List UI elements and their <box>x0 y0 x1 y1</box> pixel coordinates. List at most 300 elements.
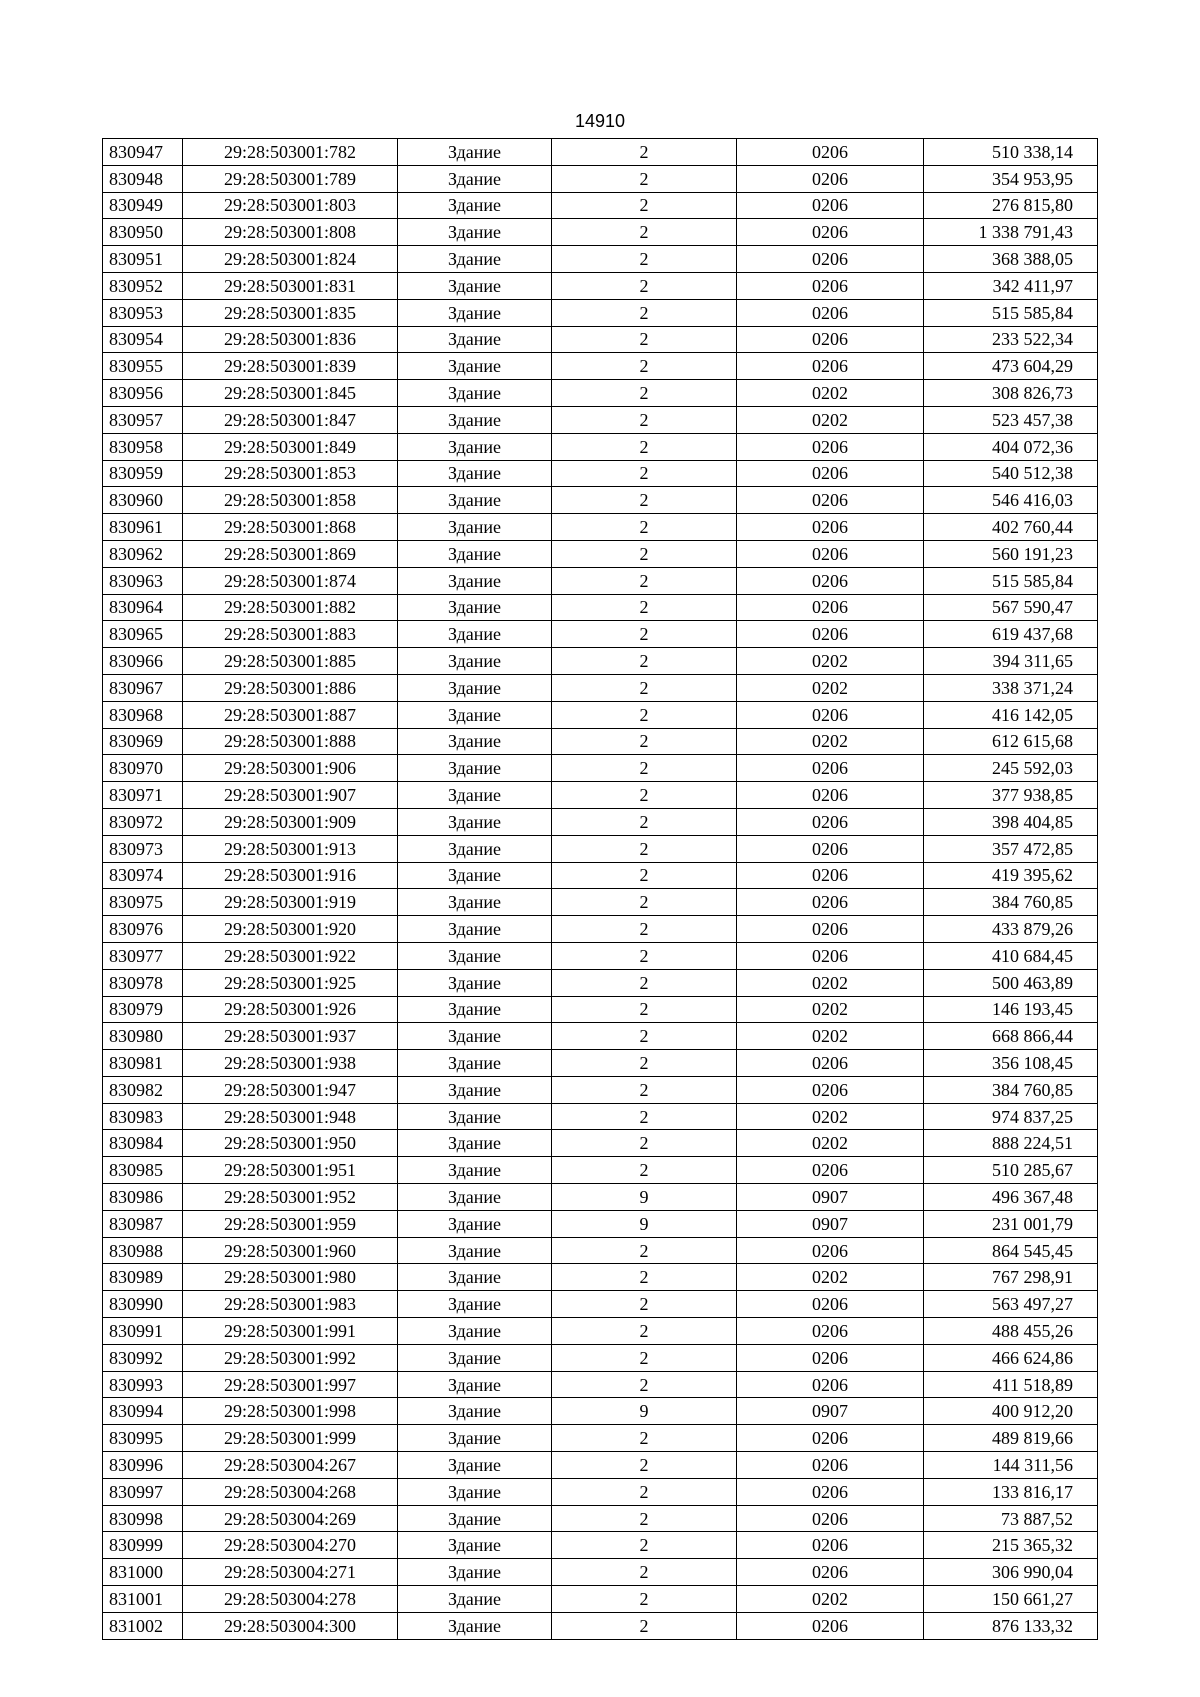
table-row <box>103 326 1098 353</box>
table-row <box>103 942 1098 969</box>
table-row <box>103 1478 1098 1505</box>
group-cell: 2 <box>552 1478 737 1505</box>
object-type-cell: Здание <box>398 969 552 996</box>
group-cell: 2 <box>552 942 737 969</box>
object-type-cell: Здание <box>398 1023 552 1050</box>
table-row <box>103 648 1098 675</box>
object-type-cell: Здание <box>398 460 552 487</box>
cadastral-number-cell: 29:28:503001:853 <box>183 460 398 487</box>
table-row <box>103 916 1098 943</box>
object-type-cell: Здание <box>398 1505 552 1532</box>
table-row <box>103 487 1098 514</box>
code-cell: 0202 <box>737 969 924 996</box>
group-cell: 2 <box>552 1023 737 1050</box>
cadastral-value-cell: 394 311,65 <box>924 648 1098 675</box>
table-row <box>103 701 1098 728</box>
cadastral-number-cell: 29:28:503001:824 <box>183 246 398 273</box>
cadastral-value-cell: 546 416,03 <box>924 487 1098 514</box>
cadastral-number-cell: 29:28:503004:267 <box>183 1452 398 1479</box>
cadastral-number-cell: 29:28:503004:271 <box>183 1559 398 1586</box>
group-cell: 2 <box>552 1532 737 1559</box>
table-row <box>103 1425 1098 1452</box>
code-cell: 0206 <box>737 540 924 567</box>
code-cell: 0206 <box>737 1318 924 1345</box>
cadastral-number-cell: 29:28:503001:886 <box>183 674 398 701</box>
group-cell: 2 <box>552 1612 737 1639</box>
row-number-cell: 830967 <box>103 674 183 701</box>
group-cell: 2 <box>552 1157 737 1184</box>
cadastral-number-cell: 29:28:503001:909 <box>183 808 398 835</box>
row-number-cell: 830995 <box>103 1425 183 1452</box>
code-cell: 0206 <box>737 782 924 809</box>
cadastral-number-cell: 29:28:503001:983 <box>183 1291 398 1318</box>
cadastral-value-cell: 233 522,34 <box>924 326 1098 353</box>
code-cell: 0206 <box>737 299 924 326</box>
row-number-cell: 830983 <box>103 1103 183 1130</box>
cadastral-value-cell: 510 285,67 <box>924 1157 1098 1184</box>
code-cell: 0206 <box>737 1237 924 1264</box>
group-cell: 2 <box>552 1505 737 1532</box>
object-type-cell: Здание <box>398 1076 552 1103</box>
row-number-cell: 830953 <box>103 299 183 326</box>
cadastral-value-cell: 144 311,56 <box>924 1452 1098 1479</box>
code-cell: 0202 <box>737 1130 924 1157</box>
object-type-cell: Здание <box>398 1210 552 1237</box>
code-cell: 0202 <box>737 1586 924 1613</box>
table-row <box>103 1344 1098 1371</box>
cadastral-value-cell: 73 887,52 <box>924 1505 1098 1532</box>
cadastral-value-cell: 473 604,29 <box>924 353 1098 380</box>
table-row <box>103 1318 1098 1345</box>
object-type-cell: Здание <box>398 621 552 648</box>
cadastral-value-cell: 560 191,23 <box>924 540 1098 567</box>
group-cell: 2 <box>552 996 737 1023</box>
code-cell: 0206 <box>737 1478 924 1505</box>
cadastral-number-cell: 29:28:503001:920 <box>183 916 398 943</box>
row-number-cell: 830991 <box>103 1318 183 1345</box>
object-type-cell: Здание <box>398 889 552 916</box>
row-number-cell: 830952 <box>103 272 183 299</box>
object-type-cell: Здание <box>398 1612 552 1639</box>
table-row <box>103 755 1098 782</box>
group-cell: 2 <box>552 353 737 380</box>
code-cell: 0206 <box>737 353 924 380</box>
group-cell: 2 <box>552 192 737 219</box>
row-number-cell: 830989 <box>103 1264 183 1291</box>
group-cell: 2 <box>552 1237 737 1264</box>
cadastral-value-cell: 668 866,44 <box>924 1023 1098 1050</box>
object-type-cell: Здание <box>398 1264 552 1291</box>
row-number-cell: 830961 <box>103 514 183 541</box>
cadastral-value-cell: 767 298,91 <box>924 1264 1098 1291</box>
object-type-cell: Здание <box>398 1157 552 1184</box>
row-number-cell: 830984 <box>103 1130 183 1157</box>
object-type-cell: Здание <box>398 139 552 166</box>
group-cell: 2 <box>552 835 737 862</box>
group-cell: 9 <box>552 1398 737 1425</box>
cadastral-number-cell: 29:28:503001:847 <box>183 406 398 433</box>
code-cell: 0206 <box>737 621 924 648</box>
object-type-cell: Здание <box>398 380 552 407</box>
cadastral-number-cell: 29:28:503001:868 <box>183 514 398 541</box>
object-type-cell: Здание <box>398 219 552 246</box>
row-number-cell: 830949 <box>103 192 183 219</box>
cadastral-number-cell: 29:28:503001:782 <box>183 139 398 166</box>
cadastral-value-cell: 1 338 791,43 <box>924 219 1098 246</box>
row-number-cell: 830972 <box>103 808 183 835</box>
cadastral-value-cell: 500 463,89 <box>924 969 1098 996</box>
group-cell: 2 <box>552 165 737 192</box>
table-row <box>103 1398 1098 1425</box>
row-number-cell: 830965 <box>103 621 183 648</box>
cadastral-number-cell: 29:28:503001:913 <box>183 835 398 862</box>
cadastral-value-cell: 488 455,26 <box>924 1318 1098 1345</box>
row-number-cell: 830960 <box>103 487 183 514</box>
cadastral-number-cell: 29:28:503001:998 <box>183 1398 398 1425</box>
row-number-cell: 830968 <box>103 701 183 728</box>
group-cell: 2 <box>552 460 737 487</box>
table-row <box>103 165 1098 192</box>
row-number-cell: 831002 <box>103 1612 183 1639</box>
table-row <box>103 299 1098 326</box>
table-row <box>103 353 1098 380</box>
cadastral-value-cell: 489 819,66 <box>924 1425 1098 1452</box>
code-cell: 0907 <box>737 1398 924 1425</box>
group-cell: 2 <box>552 969 737 996</box>
group-cell: 2 <box>552 567 737 594</box>
table-row <box>103 219 1098 246</box>
object-type-cell: Здание <box>398 1398 552 1425</box>
group-cell: 2 <box>552 487 737 514</box>
object-type-cell: Здание <box>398 326 552 353</box>
row-number-cell: 830987 <box>103 1210 183 1237</box>
row-number-cell: 830958 <box>103 433 183 460</box>
group-cell: 2 <box>552 594 737 621</box>
table-row <box>103 1505 1098 1532</box>
object-type-cell: Здание <box>398 1559 552 1586</box>
object-type-cell: Здание <box>398 1478 552 1505</box>
cadastral-number-cell: 29:28:503001:919 <box>183 889 398 916</box>
cadastral-number-cell: 29:28:503001:858 <box>183 487 398 514</box>
cadastral-value-cell: 523 457,38 <box>924 406 1098 433</box>
object-type-cell: Здание <box>398 514 552 541</box>
table-row <box>103 272 1098 299</box>
cadastral-number-cell: 29:28:503004:300 <box>183 1612 398 1639</box>
row-number-cell: 830950 <box>103 219 183 246</box>
table-row <box>103 889 1098 916</box>
code-cell: 0206 <box>737 165 924 192</box>
table-row <box>103 1103 1098 1130</box>
group-cell: 2 <box>552 782 737 809</box>
table-row <box>103 1371 1098 1398</box>
object-type-cell: Здание <box>398 1237 552 1264</box>
cadastral-value-cell: 563 497,27 <box>924 1291 1098 1318</box>
cadastral-value-cell: 411 518,89 <box>924 1371 1098 1398</box>
cadastral-number-cell: 29:28:503001:937 <box>183 1023 398 1050</box>
table-row <box>103 540 1098 567</box>
cadastral-number-cell: 29:28:503001:883 <box>183 621 398 648</box>
table-row <box>103 1076 1098 1103</box>
object-type-cell: Здание <box>398 674 552 701</box>
object-type-cell: Здание <box>398 272 552 299</box>
row-number-cell: 830970 <box>103 755 183 782</box>
row-number-cell: 830986 <box>103 1184 183 1211</box>
code-cell: 0206 <box>737 487 924 514</box>
group-cell: 2 <box>552 326 737 353</box>
table-row <box>103 567 1098 594</box>
code-cell: 0206 <box>737 192 924 219</box>
row-number-cell: 830993 <box>103 1371 183 1398</box>
table-row <box>103 1612 1098 1639</box>
code-cell: 0206 <box>737 433 924 460</box>
group-cell: 2 <box>552 380 737 407</box>
cadastral-number-cell: 29:28:503001:907 <box>183 782 398 809</box>
row-number-cell: 830985 <box>103 1157 183 1184</box>
code-cell: 0206 <box>737 246 924 273</box>
row-number-cell: 830957 <box>103 406 183 433</box>
cadastral-value-cell: 864 545,45 <box>924 1237 1098 1264</box>
object-type-cell: Здание <box>398 567 552 594</box>
cadastral-value-cell: 308 826,73 <box>924 380 1098 407</box>
cadastral-value-cell: 974 837,25 <box>924 1103 1098 1130</box>
row-number-cell: 830959 <box>103 460 183 487</box>
cadastral-value-cell: 466 624,86 <box>924 1344 1098 1371</box>
object-type-cell: Здание <box>398 1371 552 1398</box>
table-row <box>103 380 1098 407</box>
cadastral-number-cell: 29:28:503001:885 <box>183 648 398 675</box>
table-row <box>103 433 1098 460</box>
cadastral-number-cell: 29:28:503001:922 <box>183 942 398 969</box>
group-cell: 2 <box>552 1318 737 1345</box>
row-number-cell: 830982 <box>103 1076 183 1103</box>
object-type-cell: Здание <box>398 701 552 728</box>
table-row <box>103 460 1098 487</box>
cadastral-number-cell: 29:28:503001:947 <box>183 1076 398 1103</box>
object-type-cell: Здание <box>398 1452 552 1479</box>
group-cell: 2 <box>552 755 737 782</box>
cadastral-number-cell: 29:28:503001:952 <box>183 1184 398 1211</box>
row-number-cell: 830976 <box>103 916 183 943</box>
group-cell: 2 <box>552 728 737 755</box>
group-cell: 2 <box>552 674 737 701</box>
cadastral-number-cell: 29:28:503001:950 <box>183 1130 398 1157</box>
cadastral-number-cell: 29:28:503001:836 <box>183 326 398 353</box>
table-row <box>103 969 1098 996</box>
group-cell: 2 <box>552 1371 737 1398</box>
cadastral-number-cell: 29:28:503004:278 <box>183 1586 398 1613</box>
cadastral-number-cell: 29:28:503001:999 <box>183 1425 398 1452</box>
cadastral-value-cell: 419 395,62 <box>924 862 1098 889</box>
group-cell: 2 <box>552 139 737 166</box>
row-number-cell: 830992 <box>103 1344 183 1371</box>
cadastral-value-cell: 146 193,45 <box>924 996 1098 1023</box>
cadastral-value-cell: 510 338,14 <box>924 139 1098 166</box>
row-number-cell: 831001 <box>103 1586 183 1613</box>
group-cell: 2 <box>552 1076 737 1103</box>
group-cell: 2 <box>552 1130 737 1157</box>
code-cell: 0206 <box>737 326 924 353</box>
row-number-cell: 830951 <box>103 246 183 273</box>
cadastral-value-cell: 384 760,85 <box>924 1076 1098 1103</box>
table-row <box>103 139 1098 166</box>
row-number-cell: 830947 <box>103 139 183 166</box>
code-cell: 0206 <box>737 514 924 541</box>
row-number-cell: 830975 <box>103 889 183 916</box>
table-row <box>103 1264 1098 1291</box>
object-type-cell: Здание <box>398 540 552 567</box>
code-cell: 0206 <box>737 567 924 594</box>
code-cell: 0206 <box>737 272 924 299</box>
code-cell: 0202 <box>737 648 924 675</box>
group-cell: 2 <box>552 808 737 835</box>
registry-table-body <box>103 139 1098 1640</box>
code-cell: 0202 <box>737 1103 924 1130</box>
row-number-cell: 830997 <box>103 1478 183 1505</box>
cadastral-value-cell: 377 938,85 <box>924 782 1098 809</box>
object-type-cell: Здание <box>398 728 552 755</box>
code-cell: 0206 <box>737 1050 924 1077</box>
group-cell: 2 <box>552 272 737 299</box>
row-number-cell: 830981 <box>103 1050 183 1077</box>
row-number-cell: 830988 <box>103 1237 183 1264</box>
cadastral-number-cell: 29:28:503004:269 <box>183 1505 398 1532</box>
row-number-cell: 830956 <box>103 380 183 407</box>
group-cell: 2 <box>552 862 737 889</box>
group-cell: 2 <box>552 219 737 246</box>
object-type-cell: Здание <box>398 755 552 782</box>
object-type-cell: Здание <box>398 165 552 192</box>
table-row <box>103 1050 1098 1077</box>
cadastral-value-cell: 368 388,05 <box>924 246 1098 273</box>
object-type-cell: Здание <box>398 1586 552 1613</box>
code-cell: 0206 <box>737 1505 924 1532</box>
row-number-cell: 830966 <box>103 648 183 675</box>
cadastral-number-cell: 29:28:503001:960 <box>183 1237 398 1264</box>
cadastral-value-cell: 402 760,44 <box>924 514 1098 541</box>
code-cell: 0206 <box>737 701 924 728</box>
table-row <box>103 192 1098 219</box>
row-number-cell: 830954 <box>103 326 183 353</box>
code-cell: 0206 <box>737 1371 924 1398</box>
table-row <box>103 514 1098 541</box>
object-type-cell: Здание <box>398 1318 552 1345</box>
table-row <box>103 406 1098 433</box>
group-cell: 2 <box>552 889 737 916</box>
table-row <box>103 1532 1098 1559</box>
table-row <box>103 996 1098 1023</box>
code-cell: 0202 <box>737 1023 924 1050</box>
cadastral-value-cell: 567 590,47 <box>924 594 1098 621</box>
code-cell: 0206 <box>737 1344 924 1371</box>
group-cell: 2 <box>552 1344 737 1371</box>
group-cell: 2 <box>552 514 737 541</box>
object-type-cell: Здание <box>398 1532 552 1559</box>
cadastral-value-cell: 496 367,48 <box>924 1184 1098 1211</box>
table-row <box>103 674 1098 701</box>
table-row <box>103 1184 1098 1211</box>
code-cell: 0202 <box>737 380 924 407</box>
group-cell: 2 <box>552 1559 737 1586</box>
cadastral-number-cell: 29:28:503001:845 <box>183 380 398 407</box>
cadastral-value-cell: 433 879,26 <box>924 916 1098 943</box>
table-row <box>103 1023 1098 1050</box>
group-cell: 2 <box>552 1291 737 1318</box>
row-number-cell: 830996 <box>103 1452 183 1479</box>
object-type-cell: Здание <box>398 192 552 219</box>
cadastral-value-cell: 888 224,51 <box>924 1130 1098 1157</box>
cadastral-number-cell: 29:28:503001:925 <box>183 969 398 996</box>
cadastral-number-cell: 29:28:503001:874 <box>183 567 398 594</box>
object-type-cell: Здание <box>398 648 552 675</box>
code-cell: 0202 <box>737 728 924 755</box>
cadastral-number-cell: 29:28:503001:849 <box>183 433 398 460</box>
code-cell: 0206 <box>737 1559 924 1586</box>
table-row <box>103 862 1098 889</box>
row-number-cell: 830990 <box>103 1291 183 1318</box>
row-number-cell: 830964 <box>103 594 183 621</box>
row-number-cell: 830974 <box>103 862 183 889</box>
code-cell: 0206 <box>737 1425 924 1452</box>
row-number-cell: 830994 <box>103 1398 183 1425</box>
cadastral-value-cell: 231 001,79 <box>924 1210 1098 1237</box>
cadastral-value-cell: 398 404,85 <box>924 808 1098 835</box>
code-cell: 0206 <box>737 755 924 782</box>
code-cell: 0206 <box>737 1612 924 1639</box>
group-cell: 2 <box>552 1425 737 1452</box>
object-type-cell: Здание <box>398 433 552 460</box>
cadastral-value-cell: 410 684,45 <box>924 942 1098 969</box>
group-cell: 2 <box>552 540 737 567</box>
cadastral-value-cell: 400 912,20 <box>924 1398 1098 1425</box>
code-cell: 0206 <box>737 808 924 835</box>
code-cell: 0206 <box>737 862 924 889</box>
object-type-cell: Здание <box>398 246 552 273</box>
cadastral-number-cell: 29:28:503001:926 <box>183 996 398 1023</box>
group-cell: 2 <box>552 433 737 460</box>
object-type-cell: Здание <box>398 487 552 514</box>
row-number-cell: 830998 <box>103 1505 183 1532</box>
table-row <box>103 594 1098 621</box>
registry-table <box>102 138 1098 1640</box>
cadastral-value-cell: 515 585,84 <box>924 567 1098 594</box>
cadastral-number-cell: 29:28:503001:789 <box>183 165 398 192</box>
code-cell: 0206 <box>737 835 924 862</box>
cadastral-value-cell: 612 615,68 <box>924 728 1098 755</box>
table-row <box>103 246 1098 273</box>
group-cell: 2 <box>552 1586 737 1613</box>
group-cell: 2 <box>552 299 737 326</box>
group-cell: 2 <box>552 621 737 648</box>
cadastral-number-cell: 29:28:503001:951 <box>183 1157 398 1184</box>
cadastral-value-cell: 342 411,97 <box>924 272 1098 299</box>
object-type-cell: Здание <box>398 1291 552 1318</box>
cadastral-number-cell: 29:28:503001:948 <box>183 1103 398 1130</box>
object-type-cell: Здание <box>398 1184 552 1211</box>
code-cell: 0202 <box>737 1264 924 1291</box>
cadastral-number-cell: 29:28:503001:959 <box>183 1210 398 1237</box>
code-cell: 0206 <box>737 1157 924 1184</box>
cadastral-value-cell: 357 472,85 <box>924 835 1098 862</box>
page-number: 14910 <box>574 111 626 131</box>
group-cell: 9 <box>552 1210 737 1237</box>
object-type-cell: Здание <box>398 594 552 621</box>
row-number-cell: 830963 <box>103 567 183 594</box>
code-cell: 0206 <box>737 1532 924 1559</box>
cadastral-value-cell: 215 365,32 <box>924 1532 1098 1559</box>
cadastral-number-cell: 29:28:503001:835 <box>183 299 398 326</box>
cadastral-number-cell: 29:28:503001:887 <box>183 701 398 728</box>
row-number-cell: 830969 <box>103 728 183 755</box>
